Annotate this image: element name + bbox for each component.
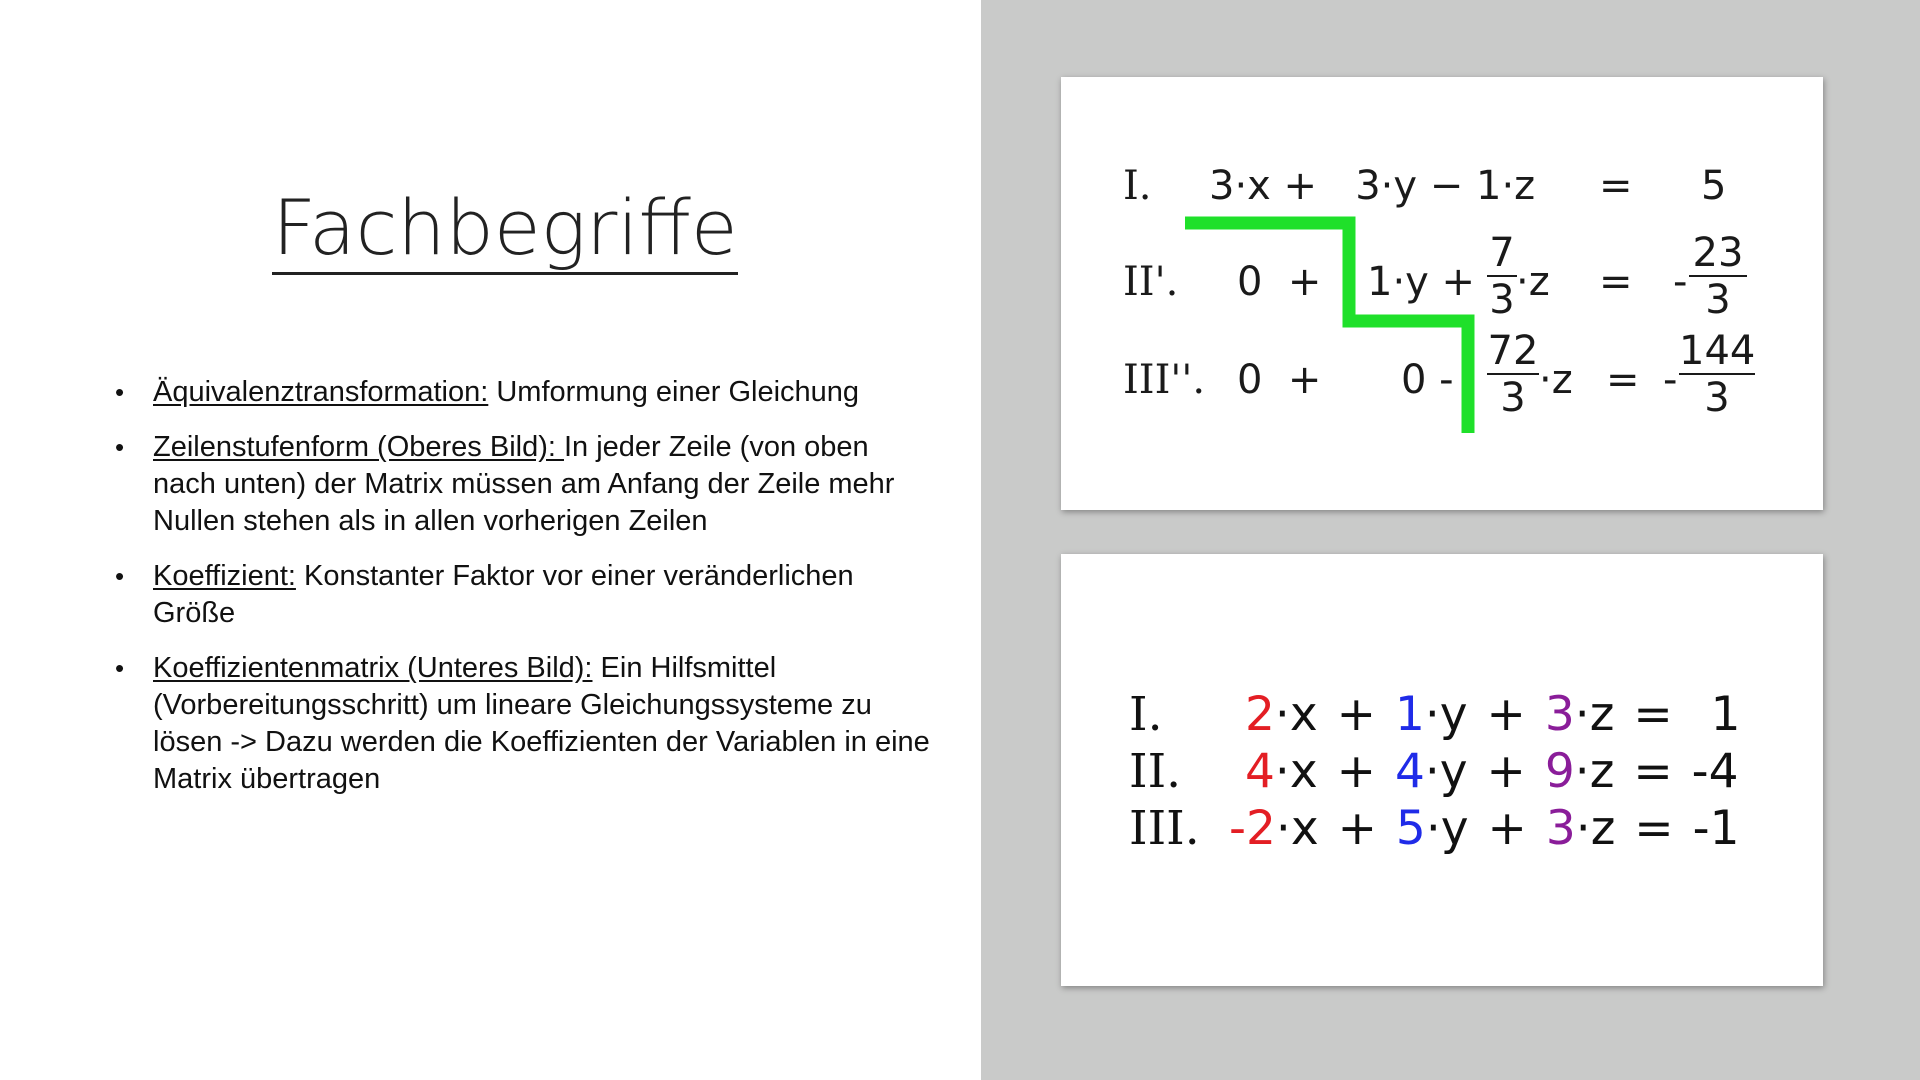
x-coefficient: 2 — [1245, 687, 1275, 742]
bullet-list — [115, 374, 935, 816]
equals-sign: = — [1606, 357, 1640, 403]
bullet-text: Ein Hilfsmittel (Vorbereitungsschritt) um lineare Gleichungssysteme zu lösen -> Dazu werden die Koeffizienten der Variablen in eine Matrix übertragen — [153, 652, 930, 795]
equation-row — [1129, 687, 1741, 742]
fraction-numerator: 7 — [1487, 231, 1517, 277]
bullet-item — [115, 650, 935, 798]
fraction-numerator: 72 — [1487, 328, 1539, 374]
bullet-text: Konstanter Faktor vor einer veränderlichen Größe — [153, 560, 854, 629]
bullet-item — [115, 374, 935, 411]
equals-sign: = — [1599, 259, 1633, 305]
equals-sign: = — [1599, 163, 1633, 209]
slide-title: Fachbegriffe — [0, 183, 1010, 272]
fraction-numerator: 144 — [1679, 328, 1756, 374]
row-lhs: 0 + — [1237, 357, 1322, 403]
x-coefficient: -2 — [1229, 801, 1276, 856]
rhs-value: 1 — [1710, 687, 1741, 742]
y-term: ·y + — [1425, 801, 1527, 856]
bullet-item — [115, 558, 935, 632]
x-term: ·x + — [1275, 801, 1377, 856]
z-term: ·z = — [1574, 744, 1673, 799]
minus-sign: - — [1663, 357, 1678, 403]
fraction-numerator: 23 — [1689, 231, 1747, 277]
row-label: III. — [1129, 801, 1200, 856]
row-label: II'. — [1123, 259, 1179, 305]
z-term: ·z = — [1574, 687, 1673, 742]
fraction — [1487, 231, 1517, 323]
row-terms: 3·x + 3·y − 1·z — [1209, 163, 1536, 209]
row-var: ·z — [1539, 357, 1573, 403]
minus-sign: - — [1673, 259, 1688, 305]
bullet-term: Zeilenstufenform (Oberes Bild): — [153, 431, 564, 463]
bullet-term: Äquivalenztransformation: — [153, 376, 489, 408]
fraction-denominator: 3 — [1704, 375, 1730, 421]
bullet-item — [115, 429, 935, 540]
z-coefficient: 3 — [1545, 801, 1576, 856]
row-label: I. — [1129, 687, 1163, 742]
fraction-denominator: 3 — [1489, 277, 1515, 323]
row-label: I. — [1123, 163, 1152, 209]
rhs-value: 5 — [1701, 163, 1727, 209]
y-coefficient: 5 — [1395, 801, 1426, 856]
y-coefficient: 4 — [1394, 744, 1425, 799]
z-term: ·z = — [1575, 801, 1674, 856]
z-coefficient: 3 — [1544, 687, 1575, 742]
z-coefficient: 9 — [1544, 744, 1575, 799]
rhs-value: -4 — [1691, 744, 1739, 799]
row-mid: 1·y + — [1367, 259, 1476, 305]
rhs-value: -1 — [1692, 801, 1740, 856]
bullet-text: Umformung einer Gleichung — [488, 376, 860, 408]
row-mid: 0 - — [1401, 357, 1454, 403]
fraction-denominator: 3 — [1705, 277, 1731, 323]
row-label: III''. — [1123, 357, 1206, 403]
x-term: ·x + — [1274, 744, 1376, 799]
fraction — [1487, 329, 1539, 421]
bullet-text: In jeder Zeile (von oben nach unten) der Matrix müssen am Anfang der Zeile mehr Nullen stehen als in allen vorherigen Zeilen — [153, 431, 895, 537]
row-var: ·z — [1516, 259, 1550, 305]
bullet-term: Koeffizient: — [153, 560, 296, 592]
upper-image-echelon-form — [1061, 77, 1823, 510]
row-lhs: 0 + — [1237, 259, 1322, 305]
fraction — [1679, 329, 1755, 421]
y-term: ·y + — [1424, 744, 1526, 799]
equation-row — [1129, 744, 1739, 799]
x-coefficient: 4 — [1245, 744, 1275, 799]
equation-row — [1129, 801, 1740, 856]
bullet-term: Koeffizientenmatrix (Unteres Bild): — [153, 652, 593, 684]
y-term: ·y + — [1424, 687, 1526, 742]
fraction — [1689, 231, 1747, 323]
fraction-denominator: 3 — [1500, 375, 1526, 421]
lower-image-coefficient-system — [1061, 554, 1823, 986]
y-coefficient: 1 — [1394, 687, 1425, 742]
row-label: II. — [1129, 744, 1182, 799]
x-term: ·x + — [1274, 687, 1376, 742]
